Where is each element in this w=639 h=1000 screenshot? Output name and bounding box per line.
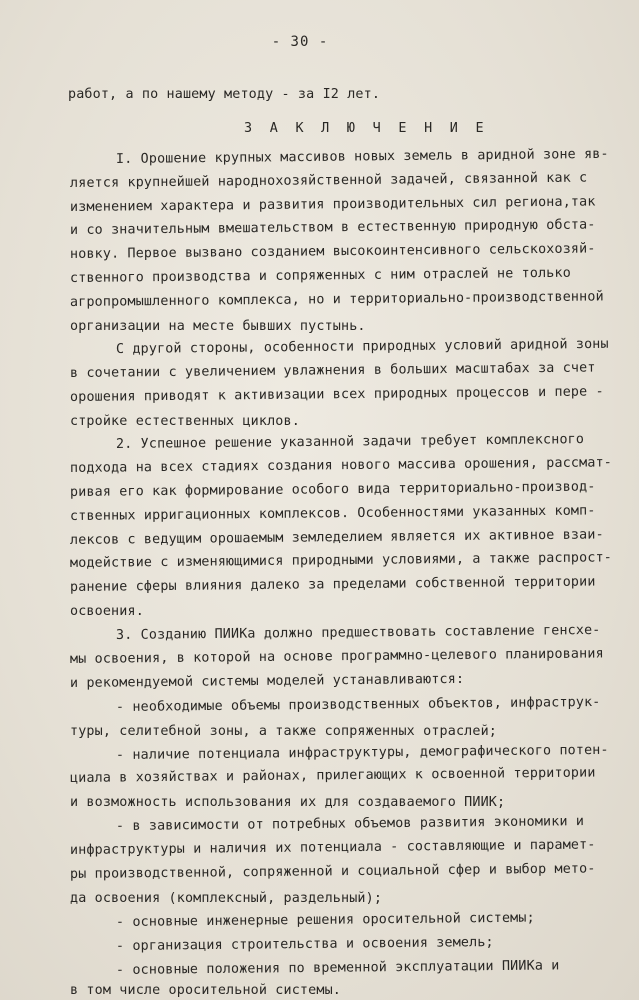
text-line: стройке естественных циклов. <box>70 414 300 429</box>
text-line: ры производственной, сопряженной и социальной сфер и выбор мето- <box>69 861 596 882</box>
text-line: освоения. <box>70 604 144 619</box>
text-line: - основные положения по временной эксплуатации ПИИКа и <box>115 958 560 978</box>
text-line: работ, а по нашему методу - за I2 лет. <box>68 87 381 102</box>
text-line: и рекомендуемой системы моделей устанавливаются: <box>69 671 465 691</box>
text-line: ривая его как формирование особого вида территориально-производ- <box>69 479 596 500</box>
text-line: новку. Первое вызвано созданием высокоинтенсивного сельскохозяй- <box>69 241 596 262</box>
text-line: С другой стороны, особенности природных условий аридной зоны <box>115 336 609 357</box>
text-line: ственных ирригационных комплексов. Особенностями указанных комп- <box>69 503 596 524</box>
text-line: туры, селитебной зоны, а также сопряженных отраслей; <box>70 724 498 739</box>
text-line: лексов с ведущим орошаемым земледелием является их активное взаи- <box>69 527 604 548</box>
text-line: модействие с изменяющимися природными условиями, а также распрост- <box>69 550 613 571</box>
text-line: 3. Созданию ПИИКа должно предшествовать составление генсхе- <box>115 622 601 643</box>
text-line: - основные инженерные решения оросительной системы; <box>115 910 535 930</box>
section-heading: З А К Л Ю Ч Е Н И Е <box>244 121 489 136</box>
text-line: и возможность использования их для создаваемого ПИИК; <box>70 795 506 810</box>
text-line: - наличие потенциала инфраструктуры, демографического потен- <box>115 742 609 763</box>
text-line: I. Орошение крупных массивов новых земель в аридной зоне яв- <box>115 146 609 167</box>
text-line: орошения приводят к активизации всех природных процессов и пере - <box>69 384 604 405</box>
text-line: в сочетании с увеличением увлажнения в больших масштабах за счет <box>69 360 596 381</box>
text-line: да освоения (комплексный, раздельный); <box>70 891 383 906</box>
text-line: - необходимые объемы производственных объектов, инфраструк- <box>115 694 601 715</box>
text-line: изменением характера и развития производительных сил региона,так <box>69 194 596 215</box>
text-line: 2. Успешное решение указанной задачи требует комплексного <box>115 432 585 452</box>
text-line: мы освоения, в которой на основе программно-целевого планирования <box>69 646 604 667</box>
text-line: ственного производства и сопряженных с ним отраслей не только <box>69 265 571 286</box>
text-line: агропромышленного комплекса, но и территориально-производственной <box>69 289 604 310</box>
text-line: инфраструктуры и наличия их потенциала - составляющие и парамет- <box>69 837 596 858</box>
text-line: подхода на всех стадиях создания нового массива орошения, рассмат- <box>69 455 613 476</box>
page-number: - 30 - <box>271 34 329 50</box>
text-line: циала в хозяйствах и районах, прилегающих к освоенной территории <box>69 765 596 786</box>
text-line: ранение сферы влияния далеко за пределами собственной территории <box>69 574 596 595</box>
text-line: и со значительным вмешательством в естественную природную обста- <box>69 217 596 238</box>
text-line: организации на месте бывших пустынь. <box>70 319 366 334</box>
text-line: - организация строительства и освоения земель; <box>115 935 494 954</box>
text-line: ляется крупнейшей народнохозяйственной задачей, связанной как с <box>69 170 588 191</box>
text-line: в том числе оросительной системы. <box>70 983 341 998</box>
text-line: - в зависимости от потребных объемов развития экономики и <box>115 814 585 834</box>
